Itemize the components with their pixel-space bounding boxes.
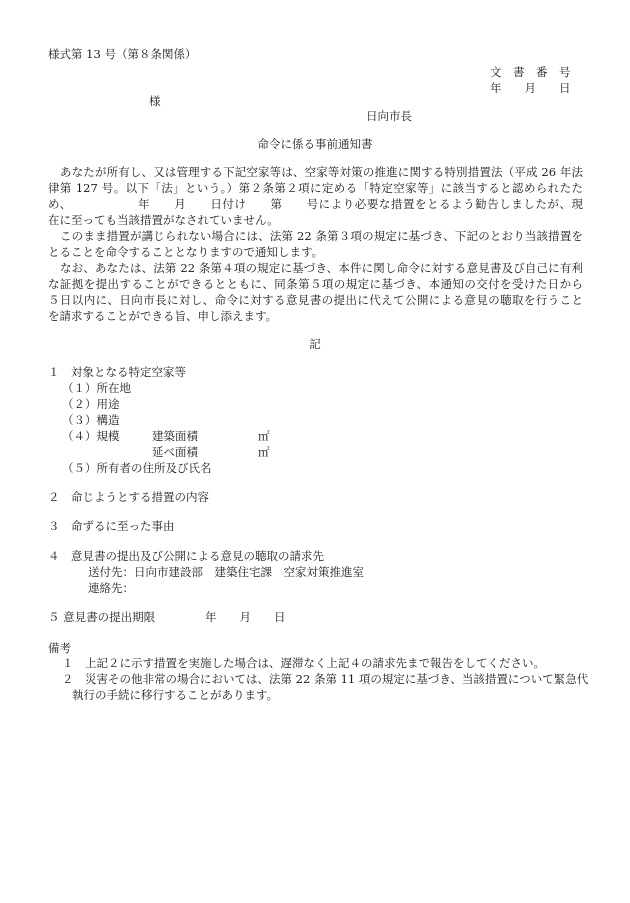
body-line: な証拠を提出することができるとともに、同条第５項の規定に基づき、本通知の交付を受けた日から (48, 277, 583, 291)
item1-structure: （３）構造 (62, 413, 120, 427)
date-label: 年 月 日 (490, 81, 571, 95)
body-line: このまま措置が講じられない場合には、法第 22 条第３項の規定に基づき、下記のとおり当該措置を (60, 229, 583, 243)
floor-area-label: 延べ面積 (152, 445, 198, 459)
building-area-label: 建築面積 (152, 429, 198, 443)
item5-deadline-date: 年 月 日 (205, 610, 286, 624)
addressee-suffix: 様 (149, 94, 161, 108)
body-line: を請求することができる旨、申し添えます。 (48, 309, 278, 323)
remark-2-continuation: 執行の手続に移行することがあります。 (72, 688, 279, 702)
body-line: あなたが所有し、又は管理する下記空家等は、空家等対策の推進に関する特別措置法（平成 26 年法 (60, 165, 583, 179)
body-line: 在に至っても当該措置がなされていません。 (48, 213, 279, 227)
issuer: 日向市長 (366, 109, 412, 123)
building-area-unit: ㎡ (258, 429, 270, 443)
item1-scale: （４）規模 (62, 429, 120, 443)
item1-location: （１）所在地 (62, 381, 131, 395)
body-line: め、 年 月 日付け 第 号により必要な措置をとるよう勧告しましたが、現 (48, 197, 583, 211)
item3-heading: ３ 命ずるに至った事由 (48, 519, 175, 533)
item1-use: （２）用途 (62, 397, 120, 411)
floor-area-unit: ㎡ (258, 445, 270, 459)
body-line: ５日以内に、日向市長に対し、命令に対する意見書の提出に代えて公開による意見の聴取を行うこと (48, 293, 583, 307)
item5-heading: ５ 意見書の提出期限 (48, 610, 156, 624)
item1-heading: １ 対象となる特定空家等 (48, 365, 186, 379)
item4-heading: ４ 意見書の提出及び公開による意見の聴取の請求先 (48, 549, 324, 563)
body-line: なお、あなたは、法第 22 条第４項の規定に基づき、本件に関し命令に対する意見書及び自己に有利 (60, 261, 583, 275)
remarks-heading: 備考 (48, 641, 71, 655)
ki-heading: 記 (309, 337, 321, 351)
item4-contact: 連絡先： (88, 581, 134, 595)
document-title: 命令に係る事前通知書 (257, 137, 373, 151)
form-number: 様式第 13 号（第８条関係） (48, 47, 197, 61)
remark-1: １ 上記２に示す措置を実施した場合は、遅滞なく上記４の請求先まで報告をしてください。 (62, 656, 545, 670)
document-number-label: 文 書 番 号 (490, 65, 571, 79)
body-line: とることを命令することとなりますので通知します。 (48, 245, 324, 259)
item2-heading: ２ 命じようとする措置の内容 (48, 490, 209, 504)
body-line: 律第 127 号。以下「法」という。）第２条第２項に定める「特定空家等」に該当すると認められたた (48, 181, 583, 195)
remark-2: ２ 災害その他非常の場合においては、法第 22 条第 11 項の規定に基づき、当該措置について緊急代 (62, 672, 589, 686)
item1-owner: （５）所有者の住所及び氏名 (62, 461, 212, 475)
item4-send-to: 送付先：日向市建設部 建築住宅課 空家対策推進室 (88, 565, 364, 579)
